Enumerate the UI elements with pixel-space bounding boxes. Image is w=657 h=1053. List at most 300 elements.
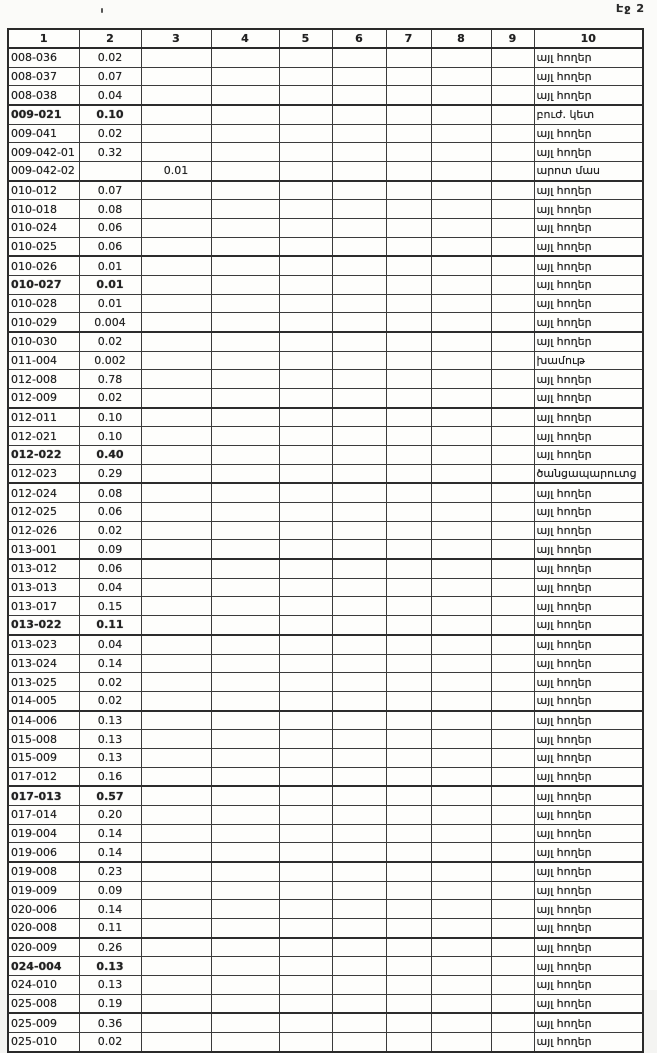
empty-cell: [386, 824, 431, 843]
empty-cell: [491, 521, 534, 540]
empty-cell: [491, 483, 534, 502]
land-type-cell: այլ հողեր: [534, 427, 643, 446]
empty-cell: [386, 559, 431, 578]
empty-cell: [279, 370, 332, 389]
empty-cell: [491, 446, 534, 465]
land-type-cell: այլ հողեր: [534, 767, 643, 786]
empty-cell: [386, 786, 431, 805]
column-header-9: 9: [491, 29, 534, 48]
table-row: [8, 332, 643, 351]
empty-cell: [279, 389, 332, 408]
table-row: [8, 1032, 643, 1051]
empty-cell: [386, 503, 431, 522]
empty-cell: [332, 824, 386, 843]
parcel-code-cell: 010-026: [8, 256, 79, 275]
table-row: [8, 256, 643, 275]
col3-value-cell: [141, 389, 211, 408]
land-type-cell: բուժ. կետ: [534, 105, 643, 124]
empty-cell: [332, 162, 386, 181]
parcel-code-cell: 019-008: [8, 862, 79, 881]
parcel-code-cell: 010-030: [8, 332, 79, 351]
empty-cell: [332, 446, 386, 465]
parcel-code-cell: 020-008: [8, 918, 79, 937]
land-type-cell: այլ հողեր: [534, 48, 643, 67]
empty-cell: [431, 332, 491, 351]
col3-value-cell: [141, 313, 211, 332]
empty-cell: [431, 143, 491, 162]
table-row: [8, 162, 643, 181]
empty-cell: [211, 748, 279, 767]
empty-cell: [279, 48, 332, 67]
area-value-cell: 0.40: [79, 446, 141, 465]
empty-cell: [279, 1013, 332, 1032]
empty-cell: [332, 711, 386, 730]
land-type-cell: արոտ մաս: [534, 162, 643, 181]
empty-cell: [279, 824, 332, 843]
empty-cell: [279, 673, 332, 692]
area-value-cell: 0.08: [79, 483, 141, 502]
col3-value-cell: [141, 521, 211, 540]
land-type-cell: այլ հողեր: [534, 1032, 643, 1051]
col3-value-cell: [141, 957, 211, 976]
col3-value-cell: [141, 730, 211, 749]
land-type-cell: այլ հողեր: [534, 730, 643, 749]
col3-value-cell: [141, 711, 211, 730]
empty-cell: [332, 540, 386, 559]
empty-cell: [491, 389, 534, 408]
area-value-cell: 0.11: [79, 918, 141, 937]
area-value-cell: 0.10: [79, 105, 141, 124]
table-row: [8, 67, 643, 86]
col3-value-cell: [141, 351, 211, 370]
empty-cell: [211, 446, 279, 465]
empty-cell: [279, 237, 332, 256]
empty-cell: [279, 483, 332, 502]
empty-cell: [431, 1013, 491, 1032]
col3-value-cell: [141, 219, 211, 238]
area-value-cell: 0.26: [79, 938, 141, 957]
empty-cell: [279, 256, 332, 275]
empty-cell: [279, 881, 332, 900]
empty-cell: [332, 219, 386, 238]
empty-cell: [332, 1032, 386, 1051]
col3-value-cell: [141, 48, 211, 67]
empty-cell: [431, 464, 491, 483]
col3-value-cell: [141, 276, 211, 295]
area-value-cell: 0.07: [79, 181, 141, 200]
empty-cell: [211, 1032, 279, 1051]
area-value-cell: 0.10: [79, 408, 141, 427]
parcel-code-cell: 013-012: [8, 559, 79, 578]
col3-value-cell: [141, 143, 211, 162]
empty-cell: [386, 578, 431, 597]
column-header-6: 6: [332, 29, 386, 48]
empty-cell: [279, 597, 332, 616]
parcel-code-cell: 013-024: [8, 654, 79, 673]
empty-cell: [386, 67, 431, 86]
empty-cell: [491, 86, 534, 105]
parcel-code-cell: 009-042-02: [8, 162, 79, 181]
empty-cell: [491, 786, 534, 805]
land-type-cell: այլ հողեր: [534, 654, 643, 673]
parcel-code-cell: 012-009: [8, 389, 79, 408]
empty-cell: [332, 730, 386, 749]
empty-cell: [211, 957, 279, 976]
empty-cell: [431, 219, 491, 238]
land-type-cell: այլ հողեր: [534, 200, 643, 219]
empty-cell: [386, 105, 431, 124]
area-value-cell: 0.32: [79, 143, 141, 162]
land-type-cell: այլ հողեր: [534, 313, 643, 332]
empty-cell: [211, 691, 279, 710]
empty-cell: [211, 521, 279, 540]
empty-cell: [211, 483, 279, 502]
area-value-cell: 0.06: [79, 219, 141, 238]
area-value-cell: 0.57: [79, 786, 141, 805]
col3-value-cell: [141, 786, 211, 805]
empty-cell: [211, 48, 279, 67]
empty-cell: [211, 389, 279, 408]
parcel-code-cell: 008-037: [8, 67, 79, 86]
empty-cell: [279, 294, 332, 313]
empty-cell: [386, 162, 431, 181]
table-row: [8, 427, 643, 446]
col3-value-cell: [141, 1032, 211, 1051]
parcel-code-cell: 012-023: [8, 464, 79, 483]
area-value-cell: 0.002: [79, 351, 141, 370]
empty-cell: [279, 994, 332, 1013]
parcel-code-cell: 017-013: [8, 786, 79, 805]
land-type-cell: այլ հողեր: [534, 994, 643, 1013]
parcel-code-cell: 012-024: [8, 483, 79, 502]
empty-cell: [491, 673, 534, 692]
empty-cell: [386, 711, 431, 730]
column-header-8: 8: [431, 29, 491, 48]
land-type-cell: այլ հողեր: [534, 805, 643, 824]
empty-cell: [386, 332, 431, 351]
empty-cell: [211, 162, 279, 181]
area-value-cell: 0.14: [79, 900, 141, 919]
empty-cell: [279, 805, 332, 824]
land-type-cell: այլ հողեր: [534, 918, 643, 937]
empty-cell: [332, 559, 386, 578]
empty-cell: [491, 124, 534, 143]
parcel-code-cell: 013-025: [8, 673, 79, 692]
empty-cell: [431, 691, 491, 710]
table-row: [8, 181, 643, 200]
empty-cell: [211, 540, 279, 559]
area-value-cell: 0.78: [79, 370, 141, 389]
empty-cell: [386, 521, 431, 540]
empty-cell: [491, 938, 534, 957]
land-type-cell: այլ հողեր: [534, 673, 643, 692]
empty-cell: [431, 824, 491, 843]
empty-cell: [386, 86, 431, 105]
land-parcel-table: [7, 28, 644, 1053]
empty-cell: [211, 124, 279, 143]
empty-cell: [431, 48, 491, 67]
empty-cell: [332, 786, 386, 805]
empty-cell: [211, 654, 279, 673]
table-row: [8, 975, 643, 994]
empty-cell: [279, 105, 332, 124]
col3-value-cell: [141, 900, 211, 919]
empty-cell: [491, 200, 534, 219]
parcel-code-cell: 012-011: [8, 408, 79, 427]
empty-cell: [279, 143, 332, 162]
parcel-code-cell: 024-010: [8, 975, 79, 994]
empty-cell: [431, 767, 491, 786]
empty-cell: [279, 351, 332, 370]
empty-cell: [211, 351, 279, 370]
empty-cell: [211, 597, 279, 616]
area-value-cell: 0.02: [79, 332, 141, 351]
empty-cell: [386, 370, 431, 389]
empty-cell: [211, 843, 279, 862]
empty-cell: [491, 503, 534, 522]
empty-cell: [386, 464, 431, 483]
col3-value-cell: 0.01: [141, 162, 211, 181]
empty-cell: [431, 711, 491, 730]
empty-cell: [279, 67, 332, 86]
table-row: [8, 276, 643, 295]
column-header-5: 5: [279, 29, 332, 48]
empty-cell: [491, 351, 534, 370]
empty-cell: [386, 1013, 431, 1032]
table-row: [8, 408, 643, 427]
land-type-cell: այլ հողեր: [534, 503, 643, 522]
empty-cell: [332, 918, 386, 937]
empty-cell: [431, 446, 491, 465]
empty-cell: [332, 313, 386, 332]
empty-cell: [279, 957, 332, 976]
parcel-code-cell: 012-022: [8, 446, 79, 465]
empty-cell: [332, 503, 386, 522]
empty-cell: [386, 635, 431, 654]
col3-value-cell: [141, 1013, 211, 1032]
empty-cell: [431, 162, 491, 181]
empty-cell: [491, 635, 534, 654]
empty-cell: [332, 994, 386, 1013]
parcel-code-cell: 015-009: [8, 748, 79, 767]
col3-value-cell: [141, 805, 211, 824]
parcel-code-cell: 014-006: [8, 711, 79, 730]
empty-cell: [431, 730, 491, 749]
empty-cell: [332, 464, 386, 483]
parcel-code-cell: 020-006: [8, 900, 79, 919]
empty-cell: [491, 540, 534, 559]
col3-value-cell: [141, 938, 211, 957]
table-row: [8, 616, 643, 635]
empty-cell: [386, 1032, 431, 1051]
col3-value-cell: [141, 294, 211, 313]
empty-cell: [332, 843, 386, 862]
empty-cell: [431, 389, 491, 408]
empty-cell: [332, 1013, 386, 1032]
col3-value-cell: [141, 181, 211, 200]
col3-value-cell: [141, 464, 211, 483]
empty-cell: [431, 881, 491, 900]
empty-cell: [431, 483, 491, 502]
empty-cell: [431, 938, 491, 957]
empty-cell: [279, 635, 332, 654]
area-value-cell: 0.36: [79, 1013, 141, 1032]
parcel-code-cell: 025-010: [8, 1032, 79, 1051]
empty-cell: [386, 938, 431, 957]
land-type-cell: այլ հողեր: [534, 957, 643, 976]
empty-cell: [211, 237, 279, 256]
empty-cell: [279, 181, 332, 200]
empty-cell: [332, 370, 386, 389]
table-row: [8, 464, 643, 483]
col3-value-cell: [141, 578, 211, 597]
empty-cell: [332, 673, 386, 692]
empty-cell: [332, 48, 386, 67]
land-type-cell: այլ հողեր: [534, 370, 643, 389]
land-type-cell: այլ հողեր: [534, 616, 643, 635]
empty-cell: [431, 918, 491, 937]
col3-value-cell: [141, 994, 211, 1013]
empty-cell: [332, 86, 386, 105]
land-type-cell: այլ հողեր: [534, 975, 643, 994]
table-row: [8, 881, 643, 900]
table-row: [8, 654, 643, 673]
area-value-cell: 0.02: [79, 124, 141, 143]
empty-cell: [279, 730, 332, 749]
empty-cell: [431, 597, 491, 616]
empty-cell: [431, 578, 491, 597]
area-value-cell: 0.01: [79, 276, 141, 295]
land-type-cell: այլ հողեր: [534, 294, 643, 313]
table-row: [8, 351, 643, 370]
empty-cell: [332, 881, 386, 900]
empty-cell: [211, 730, 279, 749]
empty-cell: [386, 691, 431, 710]
empty-cell: [431, 105, 491, 124]
col3-value-cell: [141, 824, 211, 843]
empty-cell: [491, 48, 534, 67]
parcel-code-cell: 013-013: [8, 578, 79, 597]
land-type-cell: այլ հողեր: [534, 786, 643, 805]
empty-cell: [332, 616, 386, 635]
empty-cell: [211, 313, 279, 332]
empty-cell: [279, 654, 332, 673]
col3-value-cell: [141, 767, 211, 786]
land-type-cell: այլ հողեր: [534, 256, 643, 275]
empty-cell: [279, 162, 332, 181]
parcel-code-cell: 010-027: [8, 276, 79, 295]
area-value-cell: [79, 162, 141, 181]
empty-cell: [491, 181, 534, 200]
table-row: [8, 48, 643, 67]
land-type-cell: այլ հողեր: [534, 67, 643, 86]
empty-cell: [279, 427, 332, 446]
empty-cell: [211, 1013, 279, 1032]
parcel-code-cell: 025-009: [8, 1013, 79, 1032]
empty-cell: [332, 351, 386, 370]
col3-value-cell: [141, 918, 211, 937]
land-type-cell: այլ հողեր: [534, 143, 643, 162]
empty-cell: [491, 824, 534, 843]
col3-value-cell: [141, 332, 211, 351]
empty-cell: [386, 975, 431, 994]
area-value-cell: 0.08: [79, 200, 141, 219]
area-value-cell: 0.13: [79, 748, 141, 767]
parcel-code-cell: 013-022: [8, 616, 79, 635]
table-row: [8, 862, 643, 881]
empty-cell: [211, 332, 279, 351]
empty-cell: [332, 862, 386, 881]
empty-cell: [386, 843, 431, 862]
empty-cell: [211, 370, 279, 389]
empty-cell: [491, 294, 534, 313]
area-value-cell: 0.15: [79, 597, 141, 616]
empty-cell: [386, 900, 431, 919]
parcel-code-cell: 025-008: [8, 994, 79, 1013]
land-type-cell: այլ հողեր: [534, 540, 643, 559]
column-header-4: 4: [211, 29, 279, 48]
empty-cell: [431, 370, 491, 389]
land-type-cell: այլ հողեր: [534, 578, 643, 597]
table-row: [8, 446, 643, 465]
empty-cell: [491, 143, 534, 162]
area-value-cell: 0.11: [79, 616, 141, 635]
empty-cell: [211, 427, 279, 446]
empty-cell: [332, 200, 386, 219]
empty-cell: [431, 276, 491, 295]
empty-cell: [431, 427, 491, 446]
empty-cell: [431, 200, 491, 219]
empty-cell: [431, 256, 491, 275]
empty-cell: [279, 200, 332, 219]
table-row: [8, 843, 643, 862]
empty-cell: [332, 767, 386, 786]
empty-cell: [211, 105, 279, 124]
empty-cell: [279, 748, 332, 767]
land-type-cell: այլ հողեր: [534, 86, 643, 105]
table-row: [8, 900, 643, 919]
area-value-cell: 0.14: [79, 843, 141, 862]
empty-cell: [491, 616, 534, 635]
empty-cell: [211, 918, 279, 937]
empty-cell: [431, 351, 491, 370]
empty-cell: [279, 276, 332, 295]
empty-cell: [431, 654, 491, 673]
empty-cell: [431, 635, 491, 654]
empty-cell: [491, 805, 534, 824]
empty-cell: [431, 86, 491, 105]
table-row: [8, 294, 643, 313]
empty-cell: [491, 767, 534, 786]
land-type-cell: այլ հողեր: [534, 276, 643, 295]
col3-value-cell: [141, 237, 211, 256]
parcel-code-cell: 017-012: [8, 767, 79, 786]
empty-cell: [211, 616, 279, 635]
empty-cell: [491, 559, 534, 578]
empty-cell: [211, 578, 279, 597]
empty-cell: [386, 805, 431, 824]
empty-cell: [332, 748, 386, 767]
empty-cell: [332, 67, 386, 86]
table-row: [8, 805, 643, 824]
empty-cell: [386, 313, 431, 332]
area-value-cell: 0.14: [79, 654, 141, 673]
empty-cell: [332, 900, 386, 919]
empty-cell: [279, 313, 332, 332]
empty-cell: [211, 256, 279, 275]
empty-cell: [431, 237, 491, 256]
empty-cell: [491, 975, 534, 994]
